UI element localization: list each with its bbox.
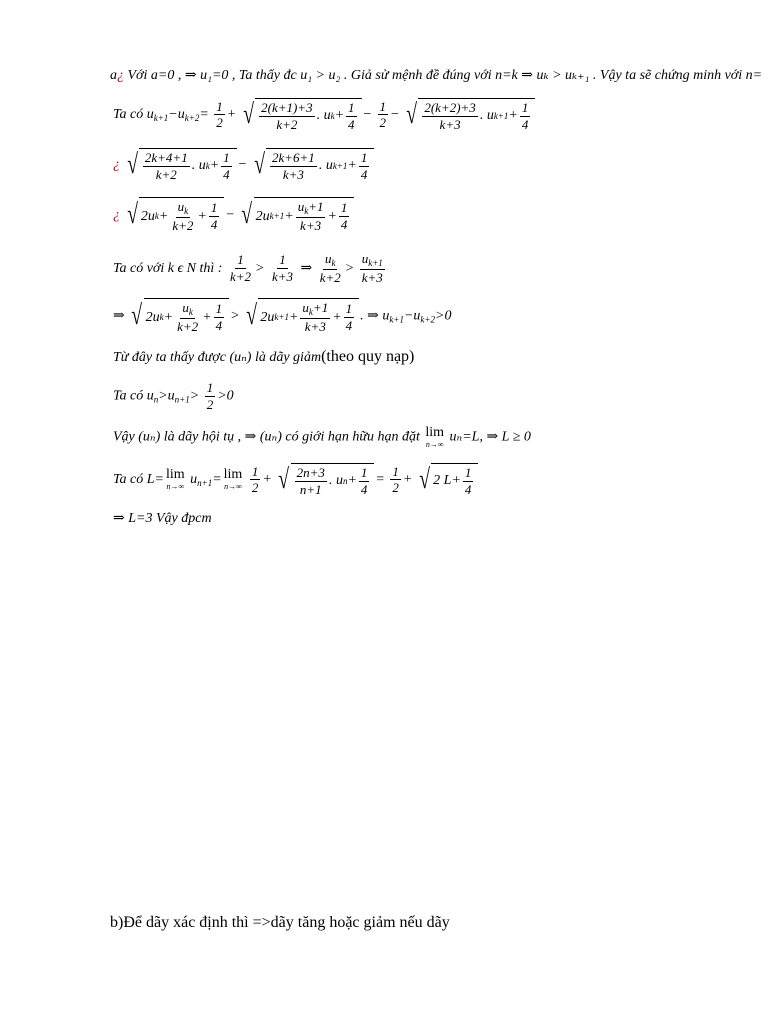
subscript: k — [330, 110, 335, 121]
text-conclusion: ⇒ L=3 Vậy đpcm — [113, 511, 212, 526]
term: . ⇒ u — [360, 308, 390, 324]
text-ta-co: Ta có — [113, 106, 147, 122]
fraction — [378, 100, 389, 130]
numerator — [176, 200, 191, 218]
operator: + — [202, 309, 212, 325]
limit-subscript: n→∞ — [425, 440, 444, 449]
numerator: 1 — [251, 463, 259, 479]
subscript: k — [331, 258, 336, 268]
numerator — [360, 252, 385, 270]
text-a: a — [110, 69, 117, 83]
term: 2u — [260, 309, 275, 325]
operator: − — [225, 207, 235, 223]
fraction — [295, 466, 327, 496]
operator: + — [508, 108, 518, 124]
term: . u — [316, 108, 331, 124]
denominator: k+2 — [319, 270, 341, 286]
term: 2 L+ — [433, 473, 461, 489]
operator: + — [163, 309, 174, 325]
operator: ⇒ — [296, 260, 316, 276]
term: u — [186, 471, 198, 487]
line-rewritten — [113, 197, 355, 233]
operator: + — [347, 158, 357, 174]
operator: + — [209, 158, 220, 174]
operator: = — [375, 471, 385, 487]
numerator: 1 — [521, 100, 529, 115]
square-root: √ 2u k+1 + $\frac{u_k+1}{k+3}$ + $\frac{1}{4}$ — [244, 298, 359, 334]
numerator: 1 — [360, 150, 368, 165]
numerator: 1 — [215, 301, 223, 317]
numerator: 1 — [379, 98, 386, 114]
broken-char: ¿ — [113, 207, 120, 223]
fraction — [214, 100, 225, 130]
fraction — [259, 101, 314, 131]
operator: > — [254, 260, 265, 276]
fraction — [463, 466, 474, 496]
term: Ta có L= — [113, 471, 164, 487]
text-ta-co-voi: Ta có với k ϵ N thì : — [113, 260, 226, 276]
term: >0 — [217, 388, 234, 404]
term-u: u — [146, 106, 154, 122]
fraction — [209, 201, 220, 231]
operator: + — [332, 309, 342, 325]
numerator: 2n+3 — [296, 465, 325, 480]
numerator: 1 — [392, 463, 399, 479]
denominator: k+2 — [229, 269, 251, 285]
operator: − — [168, 106, 178, 122]
limit — [425, 426, 444, 449]
subscript: k — [184, 206, 189, 216]
fraction — [221, 151, 232, 181]
line-limit-equation — [113, 463, 479, 496]
fraction — [214, 302, 225, 332]
denominator: 4 — [340, 217, 348, 233]
broken-char: ¿ — [117, 69, 124, 83]
square-root: √ $\frac{2(k+1)+3}{k+2}$ . u k + $\frac{1}{4}$ — [241, 98, 362, 131]
numerator: 2k+4+1 — [144, 150, 188, 165]
subscript: k+1 — [332, 160, 348, 171]
term: +1 — [308, 199, 324, 214]
square-root: √ 2u k + $\frac{u_k}{k+2}$ + $\frac{1}{4}$ — [129, 298, 229, 334]
subscript: k+1 — [368, 258, 383, 268]
denominator: k+3 — [304, 319, 326, 335]
fraction — [360, 252, 385, 285]
fraction — [520, 101, 531, 131]
term: u — [361, 251, 369, 266]
numerator: 1 — [210, 200, 218, 216]
fraction — [170, 200, 195, 233]
text-induction-note: (theo quy nạp) — [321, 348, 415, 365]
numerator: 1 — [348, 100, 355, 115]
line-decreasing — [113, 349, 414, 365]
denominator: 4 — [210, 217, 218, 233]
fraction — [359, 151, 370, 181]
line-bounded — [113, 381, 234, 411]
term: u — [302, 300, 309, 315]
subscript: n — [153, 394, 159, 405]
subscript: k — [205, 160, 210, 171]
line-conclusion — [113, 512, 212, 526]
numerator: 1 — [279, 252, 286, 268]
subscript: k+1 — [493, 110, 509, 121]
text-convergent: Vậy (uₙ) là dãy hội tụ , ⇒ (uₙ) có giới hạn hữu hạn đặt — [113, 429, 424, 445]
operator: > — [344, 260, 355, 276]
fraction — [318, 252, 343, 285]
denominator: k+3 — [361, 270, 383, 286]
operator: + — [402, 471, 413, 487]
denominator: k+2 — [177, 319, 199, 335]
term: 2u — [140, 208, 155, 224]
operator: > — [230, 308, 240, 324]
operator: + — [284, 208, 294, 224]
subscript: k+2 — [420, 314, 435, 325]
square-root: √ 2 L+ $\frac{1}{4}$ — [417, 463, 479, 496]
denominator: 2 — [216, 115, 223, 131]
subscript: n — [342, 475, 348, 486]
square-root: √ $\frac{2k+6+1}{k+3}$ . u k+1 + $\frac{1}{4}$ — [252, 148, 375, 181]
term: . u — [328, 473, 343, 489]
text-part-b: b)Để dãy xác định thì =>dãy tăng hoặc giảm nếu dãy — [110, 914, 450, 931]
denominator: k+2 — [155, 166, 177, 182]
denominator: k+3 — [282, 166, 304, 182]
term: +1 — [312, 300, 329, 315]
subscript: k — [154, 211, 159, 222]
numerator: 1 — [360, 465, 368, 480]
denominator: n+1 — [299, 481, 322, 497]
numerator: 2k+6+1 — [271, 150, 315, 165]
denominator: 2 — [206, 396, 214, 412]
operator: + — [327, 208, 337, 224]
term-u: u — [177, 106, 185, 122]
denominator: 2 — [379, 115, 386, 131]
limit — [166, 468, 185, 491]
limit-word: lim — [223, 467, 243, 483]
term: u — [177, 199, 185, 214]
denominator: 4 — [360, 166, 368, 182]
line-difference — [113, 98, 536, 131]
subscript: k — [159, 312, 164, 323]
line-convergent — [113, 426, 531, 449]
operator: − — [362, 106, 372, 122]
numerator — [300, 301, 330, 319]
numerator — [180, 301, 195, 319]
limit-word: lim — [165, 467, 185, 483]
square-root: √ 2u k+1 + $\frac{u_k+1}{k+3}$ + $\frac{1}{4}$ — [239, 197, 354, 233]
operator: + — [262, 471, 272, 487]
numerator: 2(k+1)+3 — [261, 100, 313, 115]
operator: + — [288, 309, 299, 325]
fraction — [339, 201, 350, 231]
fraction — [300, 301, 330, 334]
term: 2u — [255, 208, 270, 224]
term: u — [297, 199, 305, 214]
term: . u — [191, 158, 206, 174]
limit-subscript: n→∞ — [166, 482, 185, 492]
denominator: k+3 — [271, 269, 293, 285]
fraction — [344, 302, 355, 332]
text-limit-def: uₙ=L, ⇒ L ≥ 0 — [446, 429, 531, 445]
numerator: 2(k+2)+3 — [424, 100, 476, 115]
operator: + — [334, 108, 345, 124]
term: u — [182, 300, 189, 315]
term: . u — [318, 158, 333, 174]
denominator: k+2 — [172, 218, 194, 234]
numerator: 1 — [216, 98, 223, 114]
operator: + — [197, 208, 207, 224]
numerator: 1 — [464, 465, 472, 480]
line-base-case — [110, 69, 766, 83]
square-root: √ $\frac{2k+4+1}{k+2}$ . u k + $\frac{1}{4}$ — [125, 148, 237, 181]
line-comparison — [113, 252, 387, 285]
subscript: k+1 — [389, 314, 404, 325]
fraction — [205, 381, 216, 411]
operator: = — [212, 471, 222, 487]
subscript: k+1 — [274, 312, 289, 323]
subscript: k — [188, 307, 193, 317]
subscript: n+1 — [197, 477, 213, 488]
fraction — [390, 465, 401, 495]
text-decreasing: Từ đây ta thấy được (uₙ) là dãy giảm — [113, 350, 322, 365]
denominator: 4 — [464, 481, 472, 497]
numerator: 1 — [223, 150, 230, 165]
fraction — [175, 301, 200, 334]
term: 2u — [145, 309, 160, 325]
square-root: √ $\frac{2(k+2)+3}{k+3}$ . u k+1 + $\frac{1}{4}$ — [404, 98, 535, 131]
denominator: 4 — [223, 166, 230, 182]
line-inequality — [113, 298, 451, 334]
fraction — [250, 465, 261, 495]
operator: = — [199, 106, 209, 122]
fraction — [359, 466, 370, 496]
numerator — [323, 252, 338, 270]
fraction — [422, 101, 477, 131]
denominator: k+2 — [276, 116, 298, 132]
square-root: √ 2u k + $\frac{u_k}{k+2}$ + $\frac{1}{4}$ — [125, 197, 225, 233]
operator: + — [226, 106, 237, 122]
denominator: k+3 — [300, 218, 322, 234]
limit-subscript: n→∞ — [224, 482, 242, 492]
term: −u — [403, 308, 421, 324]
numerator: 1 — [206, 380, 214, 395]
fraction — [270, 151, 317, 181]
fraction — [143, 151, 190, 181]
line-part-b — [110, 914, 450, 932]
operator: + — [347, 473, 357, 489]
term: Ta có u — [113, 388, 154, 404]
limit — [224, 468, 243, 491]
subscript: k+2 — [184, 112, 200, 123]
term: u — [324, 251, 332, 266]
subscript: n+1 — [174, 394, 190, 405]
numerator: 1 — [237, 252, 244, 268]
numerator: 1 — [345, 301, 353, 317]
numerator — [296, 200, 326, 218]
limit-word: lim — [425, 425, 445, 440]
term: >u — [158, 388, 175, 404]
fraction — [296, 200, 326, 233]
text-base-case: Với a=0 , ⇒ u₁=0 , Ta thấy đc u₁ > u₂ . Giả sử mệnh đề đúng với n=k ⇒ uₖ > uₖ₊₁ . Vậy ta sẽ chứng minh với n= — [124, 69, 763, 83]
denominator: 2 — [251, 480, 259, 496]
denominator: 4 — [215, 318, 223, 334]
numerator: 1 — [340, 200, 348, 216]
subscript: k+1 — [269, 211, 285, 222]
denominator: k+3 — [439, 116, 461, 132]
denominator: 2 — [392, 480, 399, 496]
subscript: k+1 — [153, 112, 169, 123]
denominator: 4 — [521, 116, 529, 132]
operator: > — [189, 388, 200, 404]
term: >0 — [435, 308, 452, 324]
denominator: 4 — [360, 481, 368, 497]
operator: − — [390, 106, 400, 122]
fraction — [228, 253, 253, 283]
subscript: k — [308, 307, 313, 317]
fraction — [346, 101, 357, 131]
broken-char: ¿ — [113, 156, 120, 172]
operator: − — [237, 156, 248, 172]
operator: + — [158, 208, 169, 224]
line-simplified — [113, 148, 375, 181]
term: . u — [479, 108, 494, 124]
fraction — [270, 253, 295, 283]
denominator: 4 — [348, 116, 355, 132]
subscript: k — [304, 206, 309, 216]
operator: ⇒ — [113, 308, 125, 324]
denominator: 4 — [345, 318, 353, 334]
square-root: √ $\frac{2n+3}{n+1}$ . u n + $\frac{1}{4}$ — [276, 463, 374, 496]
